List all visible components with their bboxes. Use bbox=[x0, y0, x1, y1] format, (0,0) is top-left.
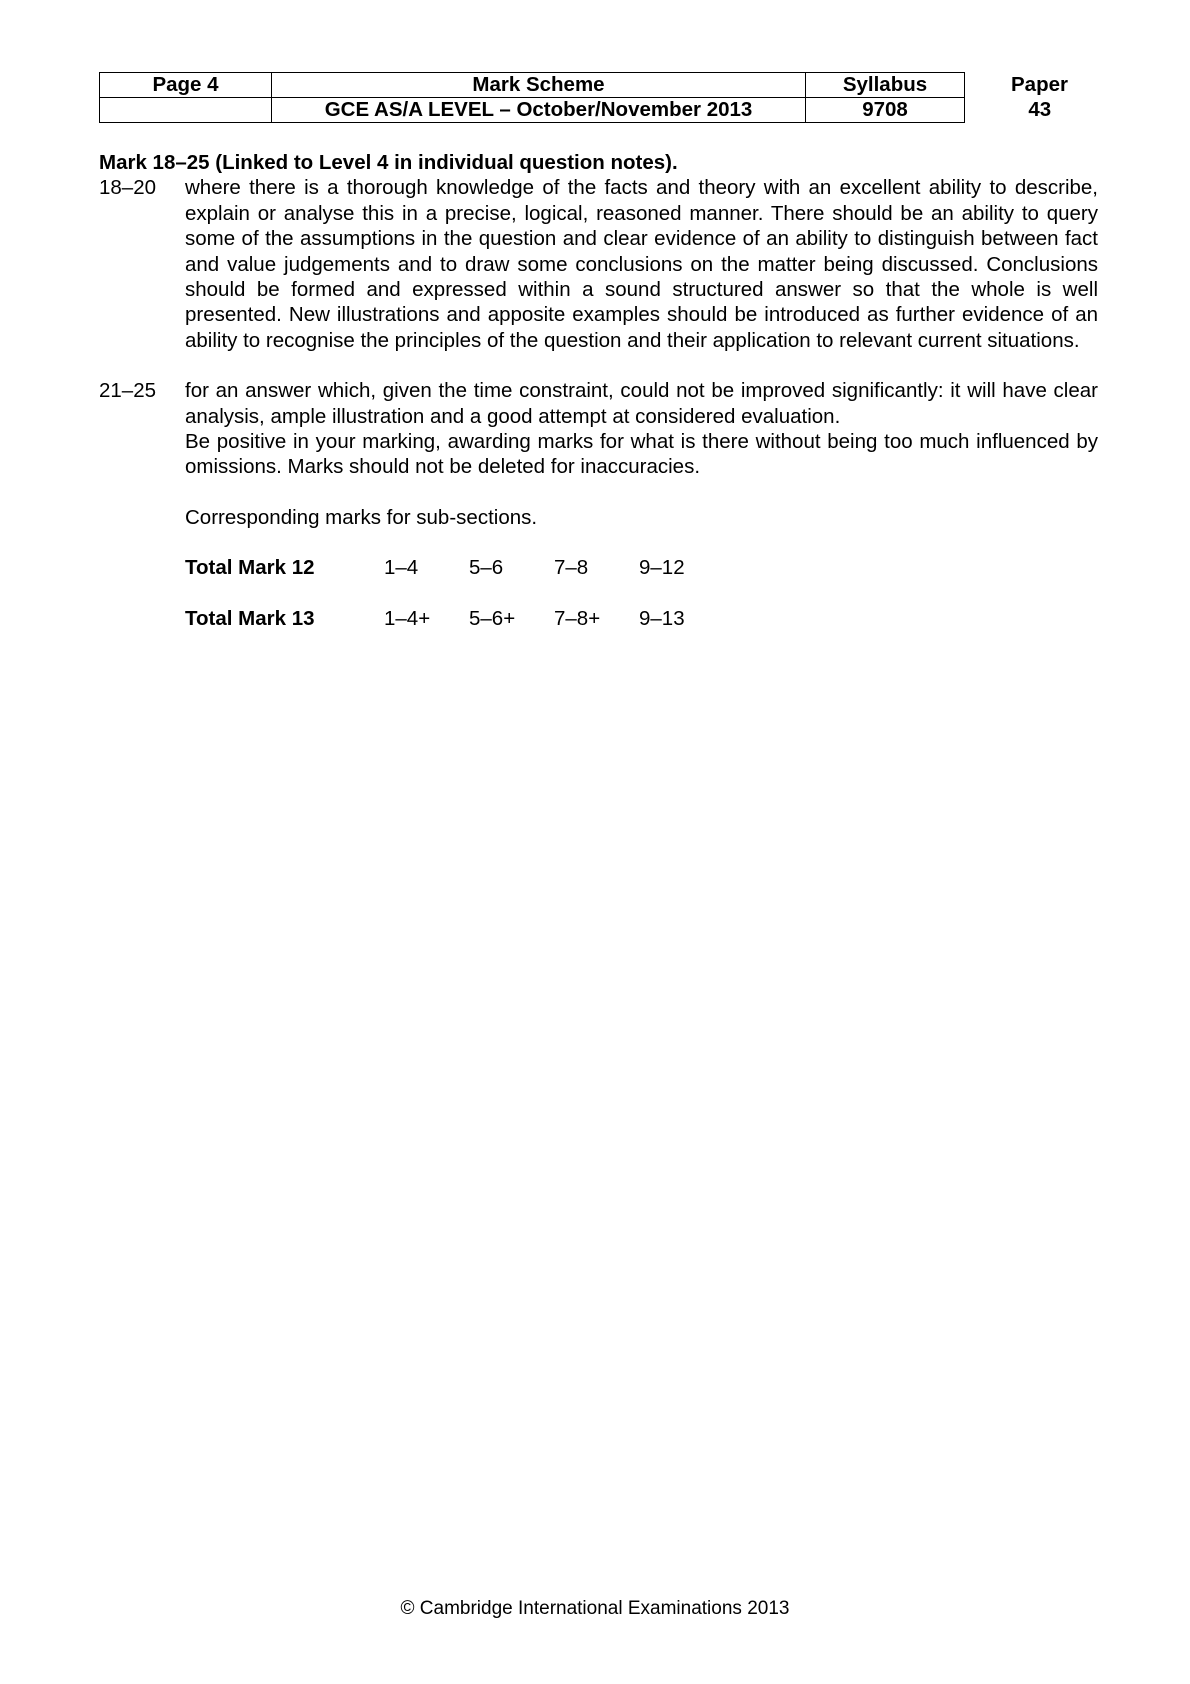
sub-section-marks bbox=[185, 505, 1098, 631]
marks-value: 5–6 bbox=[469, 556, 504, 580]
header-paper-label: Paper bbox=[1011, 73, 1068, 96]
band-description bbox=[185, 378, 1098, 480]
marks-row-label: Total Mark 13 bbox=[185, 606, 315, 630]
band-description bbox=[185, 175, 1098, 353]
header-page-blank bbox=[100, 98, 272, 123]
header-page: Page 4 bbox=[100, 73, 272, 98]
band-paragraph: for an answer which, given the time constraint, could not be improved significantly: it will have clear analysis, ample illustration and a good attempt at considered evaluation. bbox=[185, 379, 1098, 428]
marks-row-12 bbox=[185, 555, 1098, 580]
band-paragraph: where there is a thorough knowledge of the facts and theory with an excellent ability to describe, explain or analyse this in a precise, logical, reasoned manner. There should be an ability to query some of the assumptions in the question and clear evidence of an ability to distinguish between fact and value judgements and to draw some conclusions on the matter being discussed. Conclusions should be formed and expressed within a sound structured answer so that the whole is well presented. New illustrations and apposite examples should be introduced as further evidence of an ability to recognise the principles of the question and their application to relevant current situations. bbox=[185, 176, 1098, 352]
marks-value: 1–4+ bbox=[384, 606, 431, 630]
marks-row-label: Total Mark 12 bbox=[185, 556, 315, 580]
header-title: Mark Scheme bbox=[272, 73, 806, 98]
marks-value: 1–4 bbox=[384, 556, 419, 580]
marks-value: 9–13 bbox=[639, 606, 685, 630]
marks-value: 5–6+ bbox=[469, 606, 516, 630]
band-paragraph: Be positive in your marking, awarding marks for what is there without being too much influenced by omissions. Marks should not be deleted for inaccuracies. bbox=[185, 430, 1098, 479]
header-exam: GCE AS/A LEVEL – October/November 2013 bbox=[272, 98, 806, 123]
header-syllabus-code: 9708 bbox=[806, 98, 965, 123]
header-paper-code: 43 bbox=[1028, 98, 1052, 121]
mark-scheme-content bbox=[99, 150, 1098, 631]
band-range: 21–25 bbox=[99, 379, 157, 403]
band-range: 18–20 bbox=[99, 176, 157, 200]
copyright-footer: © Cambridge International Examinations 2013 bbox=[400, 1598, 790, 1619]
header-table bbox=[99, 72, 1115, 123]
corresponding-marks-note: Corresponding marks for sub-sections. bbox=[185, 505, 538, 529]
header-row-1 bbox=[100, 73, 1115, 98]
marks-value: 9–12 bbox=[639, 556, 685, 580]
marks-row-13 bbox=[185, 606, 1098, 631]
header-syllabus-label: Syllabus bbox=[806, 73, 965, 98]
level-heading: Mark 18–25 (Linked to Level 4 in individual question notes). bbox=[99, 151, 678, 174]
header-row-2 bbox=[100, 98, 1115, 123]
marks-value: 7–8+ bbox=[554, 606, 601, 630]
marks-value: 7–8 bbox=[554, 556, 589, 580]
band-18-20 bbox=[99, 175, 1098, 353]
band-21-25 bbox=[99, 378, 1098, 480]
